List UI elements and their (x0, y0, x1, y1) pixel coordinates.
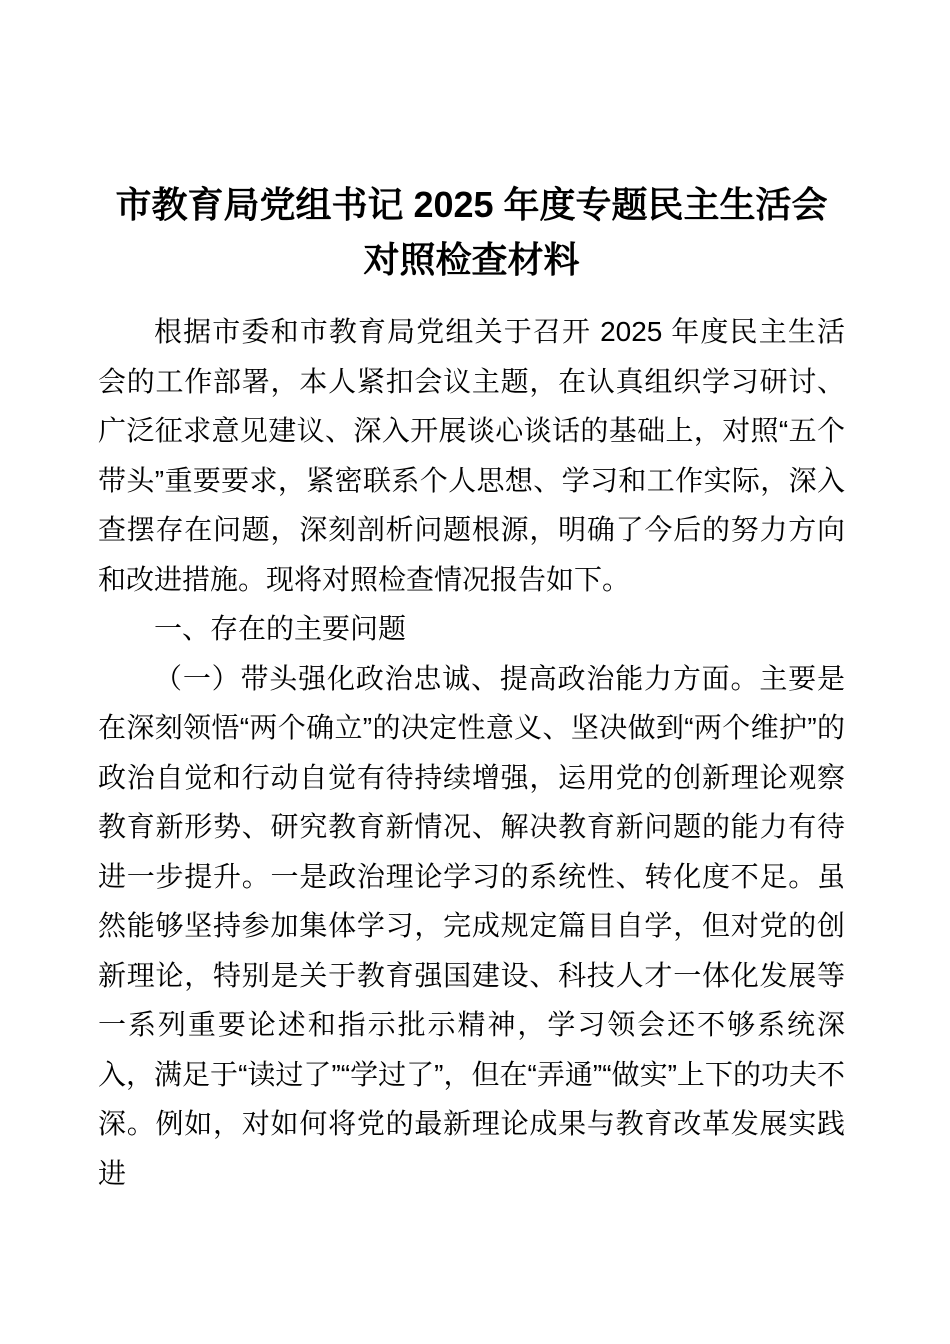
paragraph-issue-political-loyalty: （一）带头强化政治忠诚、提高政治能力方面。主要是在深刻领悟“两个确立”的决定性意义、坚决做到“两个维护”的政治自觉和行动自觉有待持续增强，运用党的创新理论观察教育新形势、研究教育新情况、解决教育新问题的能力有待进一步提升。一是政治理论学习的系统性、转化度不足。虽然能够坚持参加集体学习，完成规定篇目自学，但对党的创新理论，特别是关于教育强国建设、科技人才一体化发展等一系列重要论述和指示批示精神，学习领会还不够系统深入，满足于“读过了”“学过了”，但在“弄通”“做实”上下的功夫不深。例如，对如何将党的最新理论成果与教育改革发展实践进 (98, 662, 845, 1189)
document-body (98, 307, 845, 1198)
title-line-1: 市教育局党组书记 2025 年度专题民主生活会 (115, 184, 828, 225)
section-heading-main-problems: 一、存在的主要问题 (154, 613, 407, 644)
title-line-2: 对照检查材料 (363, 239, 580, 280)
paragraph-intro: 根据市委和市教育局党组关于召开 2025 年度民主生活会的工作部署，本人紧扣会议主题，在认真组织学习研讨、广泛征求意见建议、深入开展谈心谈话的基础上，对照“五个带头”重要要求，紧密联系个人思想、学习和工作实际，深入查摆存在问题，深刻剖析问题根源，明确了今后的努力方向和改进措施。现将对照检查情况报告如下。 (98, 316, 845, 595)
document-title (98, 177, 845, 287)
